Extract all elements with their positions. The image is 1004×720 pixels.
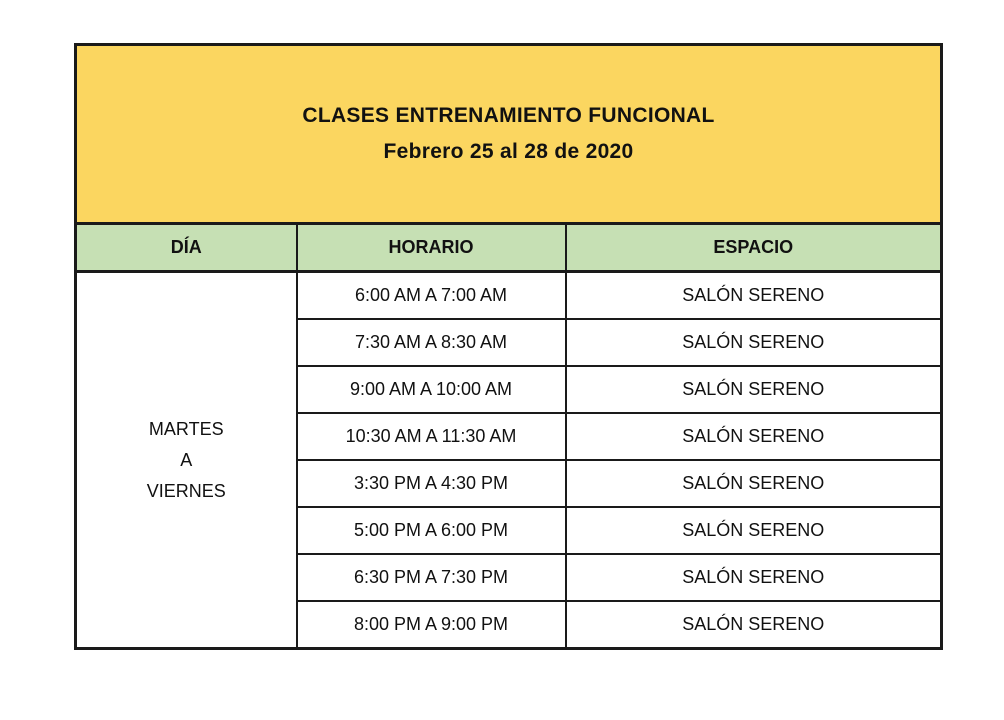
schedule-cell: 3:30 PM A 4:30 PM — [297, 460, 566, 507]
schedule-cell: 5:00 PM A 6:00 PM — [297, 507, 566, 554]
space-cell: SALÓN SERENO — [566, 460, 942, 507]
space-cell: SALÓN SERENO — [566, 413, 942, 460]
schedule-cell: 8:00 PM A 9:00 PM — [297, 601, 566, 649]
day-connector: A — [180, 449, 193, 470]
date-range: Febrero 25 al 28 de 2020 — [383, 140, 634, 163]
column-header-space: ESPACIO — [566, 224, 942, 272]
space-cell: SALÓN SERENO — [566, 319, 942, 366]
space-cell: SALÓN SERENO — [566, 554, 942, 601]
column-header-schedule: HORARIO — [297, 224, 566, 272]
column-header-day: DÍA — [76, 224, 297, 272]
page-title: CLASES ENTRENAMIENTO FUNCIONAL — [302, 104, 715, 127]
day-end: VIERNES — [146, 480, 226, 501]
day-range-cell — [76, 272, 297, 649]
schedule-cell: 6:30 PM A 7:30 PM — [297, 554, 566, 601]
table-row — [76, 272, 942, 320]
schedule-cell: 6:00 AM A 7:00 AM — [297, 272, 566, 320]
day-start: MARTES — [148, 418, 224, 439]
schedule-cell: 10:30 AM A 11:30 AM — [297, 413, 566, 460]
schedule-cell: 9:00 AM A 10:00 AM — [297, 366, 566, 413]
schedule-table — [74, 43, 943, 650]
space-cell: SALÓN SERENO — [566, 366, 942, 413]
title-block — [76, 45, 942, 224]
schedule-cell: 7:30 AM A 8:30 AM — [297, 319, 566, 366]
space-cell: SALÓN SERENO — [566, 507, 942, 554]
schedule-sheet — [74, 43, 940, 650]
space-cell: SALÓN SERENO — [566, 601, 942, 649]
column-header-row — [76, 224, 942, 272]
space-cell: SALÓN SERENO — [566, 272, 942, 320]
